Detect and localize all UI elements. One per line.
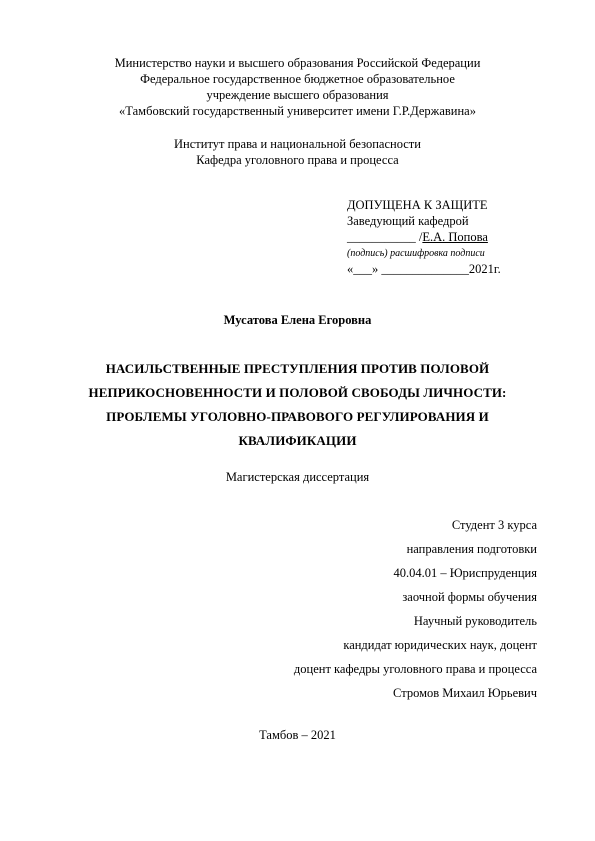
thesis-title-line-1: НАСИЛЬСТВЕННЫЕ ПРЕСТУПЛЕНИЯ ПРОТИВ ПОЛОВОЙ — [105, 361, 490, 376]
agency-line: Федеральное государственное бюджетное образовательное — [140, 72, 455, 86]
supervisor-degree: кандидат юридических наук, доцент — [343, 638, 537, 652]
student-course: Студент 3 курса — [451, 518, 537, 532]
study-direction-label: направления подготовки — [406, 542, 537, 556]
work-type: Магистерская диссертация — [225, 470, 370, 484]
approver-name: Е.А. Попова — [422, 230, 488, 244]
thesis-title-line-4: КВАЛИФИКАЦИИ — [238, 433, 357, 448]
signature-caption: (подпись) расшифровка подписи — [347, 248, 485, 259]
author-name: Мусатова Елена Егоровна — [223, 313, 372, 327]
approval-date: «___» ______________2021г. — [347, 262, 501, 276]
signature-line: ___________ / — [347, 230, 423, 244]
supervisor-position: доцент кафедры уголовного права и процесса — [293, 662, 537, 676]
city-year: Тамбов – 2021 — [259, 728, 336, 742]
thesis-title-line-2: НЕПРИКОСНОВЕННОСТИ И ПОЛОВОЙ СВОБОДЫ ЛИЧНОСТИ: — [88, 385, 507, 400]
approval-signature — [347, 230, 488, 245]
approval-role: Заведующий кафедрой — [347, 214, 469, 228]
ministry-line: Министерство науки и высшего образования Российской Федерации — [114, 56, 481, 70]
supervisor-label: Научный руководитель — [413, 614, 537, 628]
institute-name: Институт права и национальной безопасности — [174, 137, 421, 151]
institution-type-line: учреждение высшего образования — [206, 88, 389, 102]
study-form: заочной формы обучения — [402, 590, 537, 604]
university-name: «Тамбовский государственный университет имени Г.Р.Державина» — [119, 104, 476, 118]
thesis-title-line-3: ПРОБЛЕМЫ УГОЛОВНО-ПРАВОВОГО РЕГУЛИРОВАНИЯ И — [106, 409, 489, 424]
department-name: Кафедра уголовного права и процесса — [196, 153, 399, 167]
supervisor-name: Стромов Михаил Юрьевич — [393, 686, 537, 700]
approval-title: ДОПУЩЕНА К ЗАЩИТЕ — [347, 198, 488, 212]
study-direction-code: 40.04.01 – Юриспруденция — [393, 566, 537, 580]
